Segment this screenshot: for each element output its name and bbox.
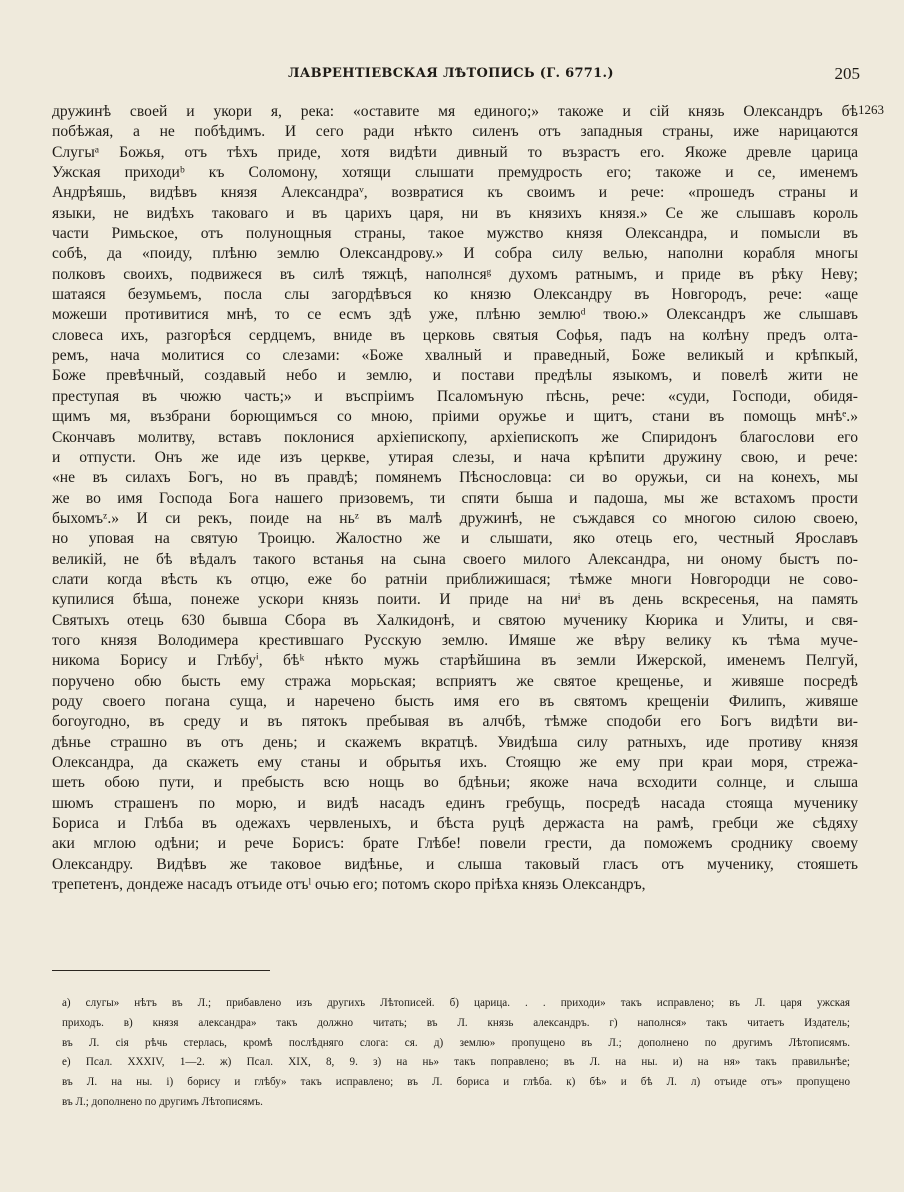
text-line: щимъ мя, възбрани борющимъся со мною, пріими оружье и щитъ, стани въ помощь мнѣᵉ.» [52,408,858,426]
footnote-divider [52,970,270,971]
text-line: Бориса и Глѣба въ одежахъ червленыхъ, и бѣста руцѣ держаста на рамѣ, гребци же сѣдяху [52,815,858,833]
text-line: великій, не бѣ вѣдалъ такого встанья на сына своего милого Александра, ни оному быстъ по- [52,550,858,568]
text-line: полковъ своихъ, подвижеся въ силѣ тяжцѣ, наполнсяᵍ духомъ ратнымъ, и приде въ рѣку Неву; [52,265,858,283]
text-line: быхомъᶻ.» И си рекъ, поиде на ньᶻ въ малѣ дружинѣ, не съждався со многою силою своею, [52,509,858,527]
running-title: ЛАВРЕНТІЕВСКАЯ ЛѢТОПИСЬ (Г. 6771.) [288,66,614,81]
text-line: Скончавъ молитву, вставъ поклонися архіепископу, архіепископъ же Спиридонъ благослови его [52,428,858,446]
text-line: никома Борису и Глѣбуⁱ, бѣᵏ нѣкто мужь старѣйшина въ земли Ижерской, именемъ Пелгуй, [52,652,858,670]
text-line: же во имя Господа Бога нашего призовемъ, ти спяти быша и падоша, мы же встахомъ прости [52,489,858,507]
text-line: ремъ, нача молитися со слезами: «Боже хвалный и праведный, Боже великый и крѣпкый, [52,347,858,365]
text-line: собѣ, да «поиду, плѣню землю Олександрову.» И собра силу велью, наполни корабля многы [52,245,858,263]
footnotes [62,994,850,1113]
text-line: можеши противитися мнѣ, то се есмъ здѣ уже, плѣню землюᵈ твою.» Олександръ же слышавъ [52,306,858,324]
text-line: Ужская приходиᵇ къ Соломону, хотящи слышати премудрость его; такоже и се, именемъ [52,164,858,182]
text-line: шюмъ страшенъ по морю, и видѣ насадъ единъ гребущь, посредѣ насада стояща мученику [52,794,858,812]
footnote-line: въ Л. сія рѣчь стерлась, кромѣ послѣдняго слога: ся. д) землю» пропущено въ Л.; дополнено по другимъ Лѣтописямъ. [62,1036,850,1049]
text-line: но уповая на святую Троицю. Жалостно же и слышати, яко отець его, честный Ярославъ [52,530,858,548]
footnote-line: е) Псал. XXXIV, 1—2. ж) Псал. XIX, 8, 9. з) на нь» такъ поправлено; въ Л. на ны. и) на ня» такъ правильнѣе; [62,1056,850,1069]
text-line: побѣжая, а не побѣдимъ. И сего ради нѣкто силенъ отъ западныя страны, иже нарицаются [52,123,858,141]
running-head [52,66,860,88]
text-line: того князя Володимера крестившаго Русскую землю. Имяше же вѣру велику къ тѣма муче- [52,631,858,649]
text-line: шеть обою пути, и пребысть всю нощь во бдѣньи; якоже нача всходити солнце, и слыша [52,774,858,792]
text-line: поручено обю бысть ему стража морьская; всприятъ же святое крещенье, и живяше посредѣ [52,672,858,690]
text-line: аки мглою одѣни; и рече Борисъ: брате Глѣбе! повели грести, да поможемъ сроднику своему [52,835,858,853]
footnote-line: приходъ. в) князя александра» такъ должно читать; въ Л. князь александръ. г) наполнся» такъ читаетъ Издатель; [62,1016,850,1029]
margin-year: 1263 [858,102,884,117]
text-line: Олександра, да скажеть ему станы и обрытья ихъ. Стоящю же ему при краи моря, стрежа- [52,754,858,771]
text-line: и отпусти. Онъ же иде изъ церкве, утирая слезы, и нача крѣпити дружину свою, и рече: [52,448,858,466]
text-line: дружинѣ своей и укори я, река: «оставите мя единого;» такоже и сій князь Олександръ бѣ [52,103,858,120]
text-line: слати когда вѣсть къ отцю, еже бо ратніи приближишася; тѣмже многи Новгородци не сово- [52,570,858,588]
text-line: роду своего погана суща, и наречено бысть имя его въ святомъ крещеніи Филипъ, живяше [52,692,858,710]
footnote-line: въ Л.; дополнено по другимъ Лѣтописямъ. [62,1095,263,1108]
text-line: дѣнье страшно въ отъ день; и скажемъ вкратцѣ. Увидѣша силу ратныхъ, иде противу князя [52,733,858,751]
text-line: богоугодно, въ среду и въ пятокъ пребывая въ алчбѣ, тѣмже сподоби его Богъ видѣти ви- [52,713,858,731]
footnote-line: въ Л. на ны. і) борису и глѣбу» такъ исправлено; въ Л. бориса и глѣба. к) бѣ» и бѣ Л. л) отъиде отъ» пропущено [62,1076,850,1089]
page-number: 205 [834,64,860,83]
text-line: Боже превѣчный, создавый небо и землю, и постави предѣлы языкомъ, и повелѣ жити не [52,367,858,385]
text-line: части Римьское, отъ полунощныя страны, такое мужство князя Олександра, и помысли въ [52,225,858,243]
text-line: купилися бѣша, понеже ускори князь поити. И приде на ниᶤ въ день вскресенья, на память [52,591,858,609]
footnote-line: а) слугы» нѣтъ въ Л.; прибавлено изъ другихъ Лѣтописей. б) царица. . . приходи» такъ исправлено; въ Л. царя ужская [62,997,850,1009]
text-lines [52,102,858,895]
text-line: «не въ силахъ Богъ, но въ правдѣ; помянемъ Пѣснословца: си во оружьи, си на конехъ, мы [52,469,858,487]
text-line: Слугыᵃ Божья, отъ тѣхъ приде, хотя видѣти дивный то възрастъ его. Якоже древле царица [52,143,858,161]
text-line: словеса ихъ, разгорѣся сердцемъ, вниде въ церковь святыя Софья, падъ на колѣну предъ олта- [52,326,858,344]
text-line: шатаяся безумьемъ, посла слы загордѣвъся ко князю Олександру въ Новгородъ, рече: «аще [52,286,858,304]
text-line: Святыхъ отець 630 бывша Сбора въ Халкидонѣ, и святою мученику Кюрика и Улиты, и свя- [52,611,858,629]
text-line: преступая въ чюжю часть;» и въспріимъ Псаломъную пѣснь, рече: «суди, Господи, обидя- [52,387,858,405]
chronicle-text [52,102,884,895]
text-line: Андрѣяшь, видѣвъ князя Александраᵛ, возвратися къ своимъ и рече: «прошедъ страны и [52,184,858,202]
text-line: языки, не видѣхъ таковаго и въ царихъ царя, ни въ князихъ князя.» Се же слышавъ король [52,204,858,222]
text-line: Олександру. Видѣвъ же таковое видѣнье, и слыша таковый гласъ отъ мученику, стояшеть [52,855,858,873]
text-line: трепетенъ, дондеже насадъ отъиде отъˡ очью его; потомъ скоро пріѣха князь Олександръ, [52,876,646,894]
